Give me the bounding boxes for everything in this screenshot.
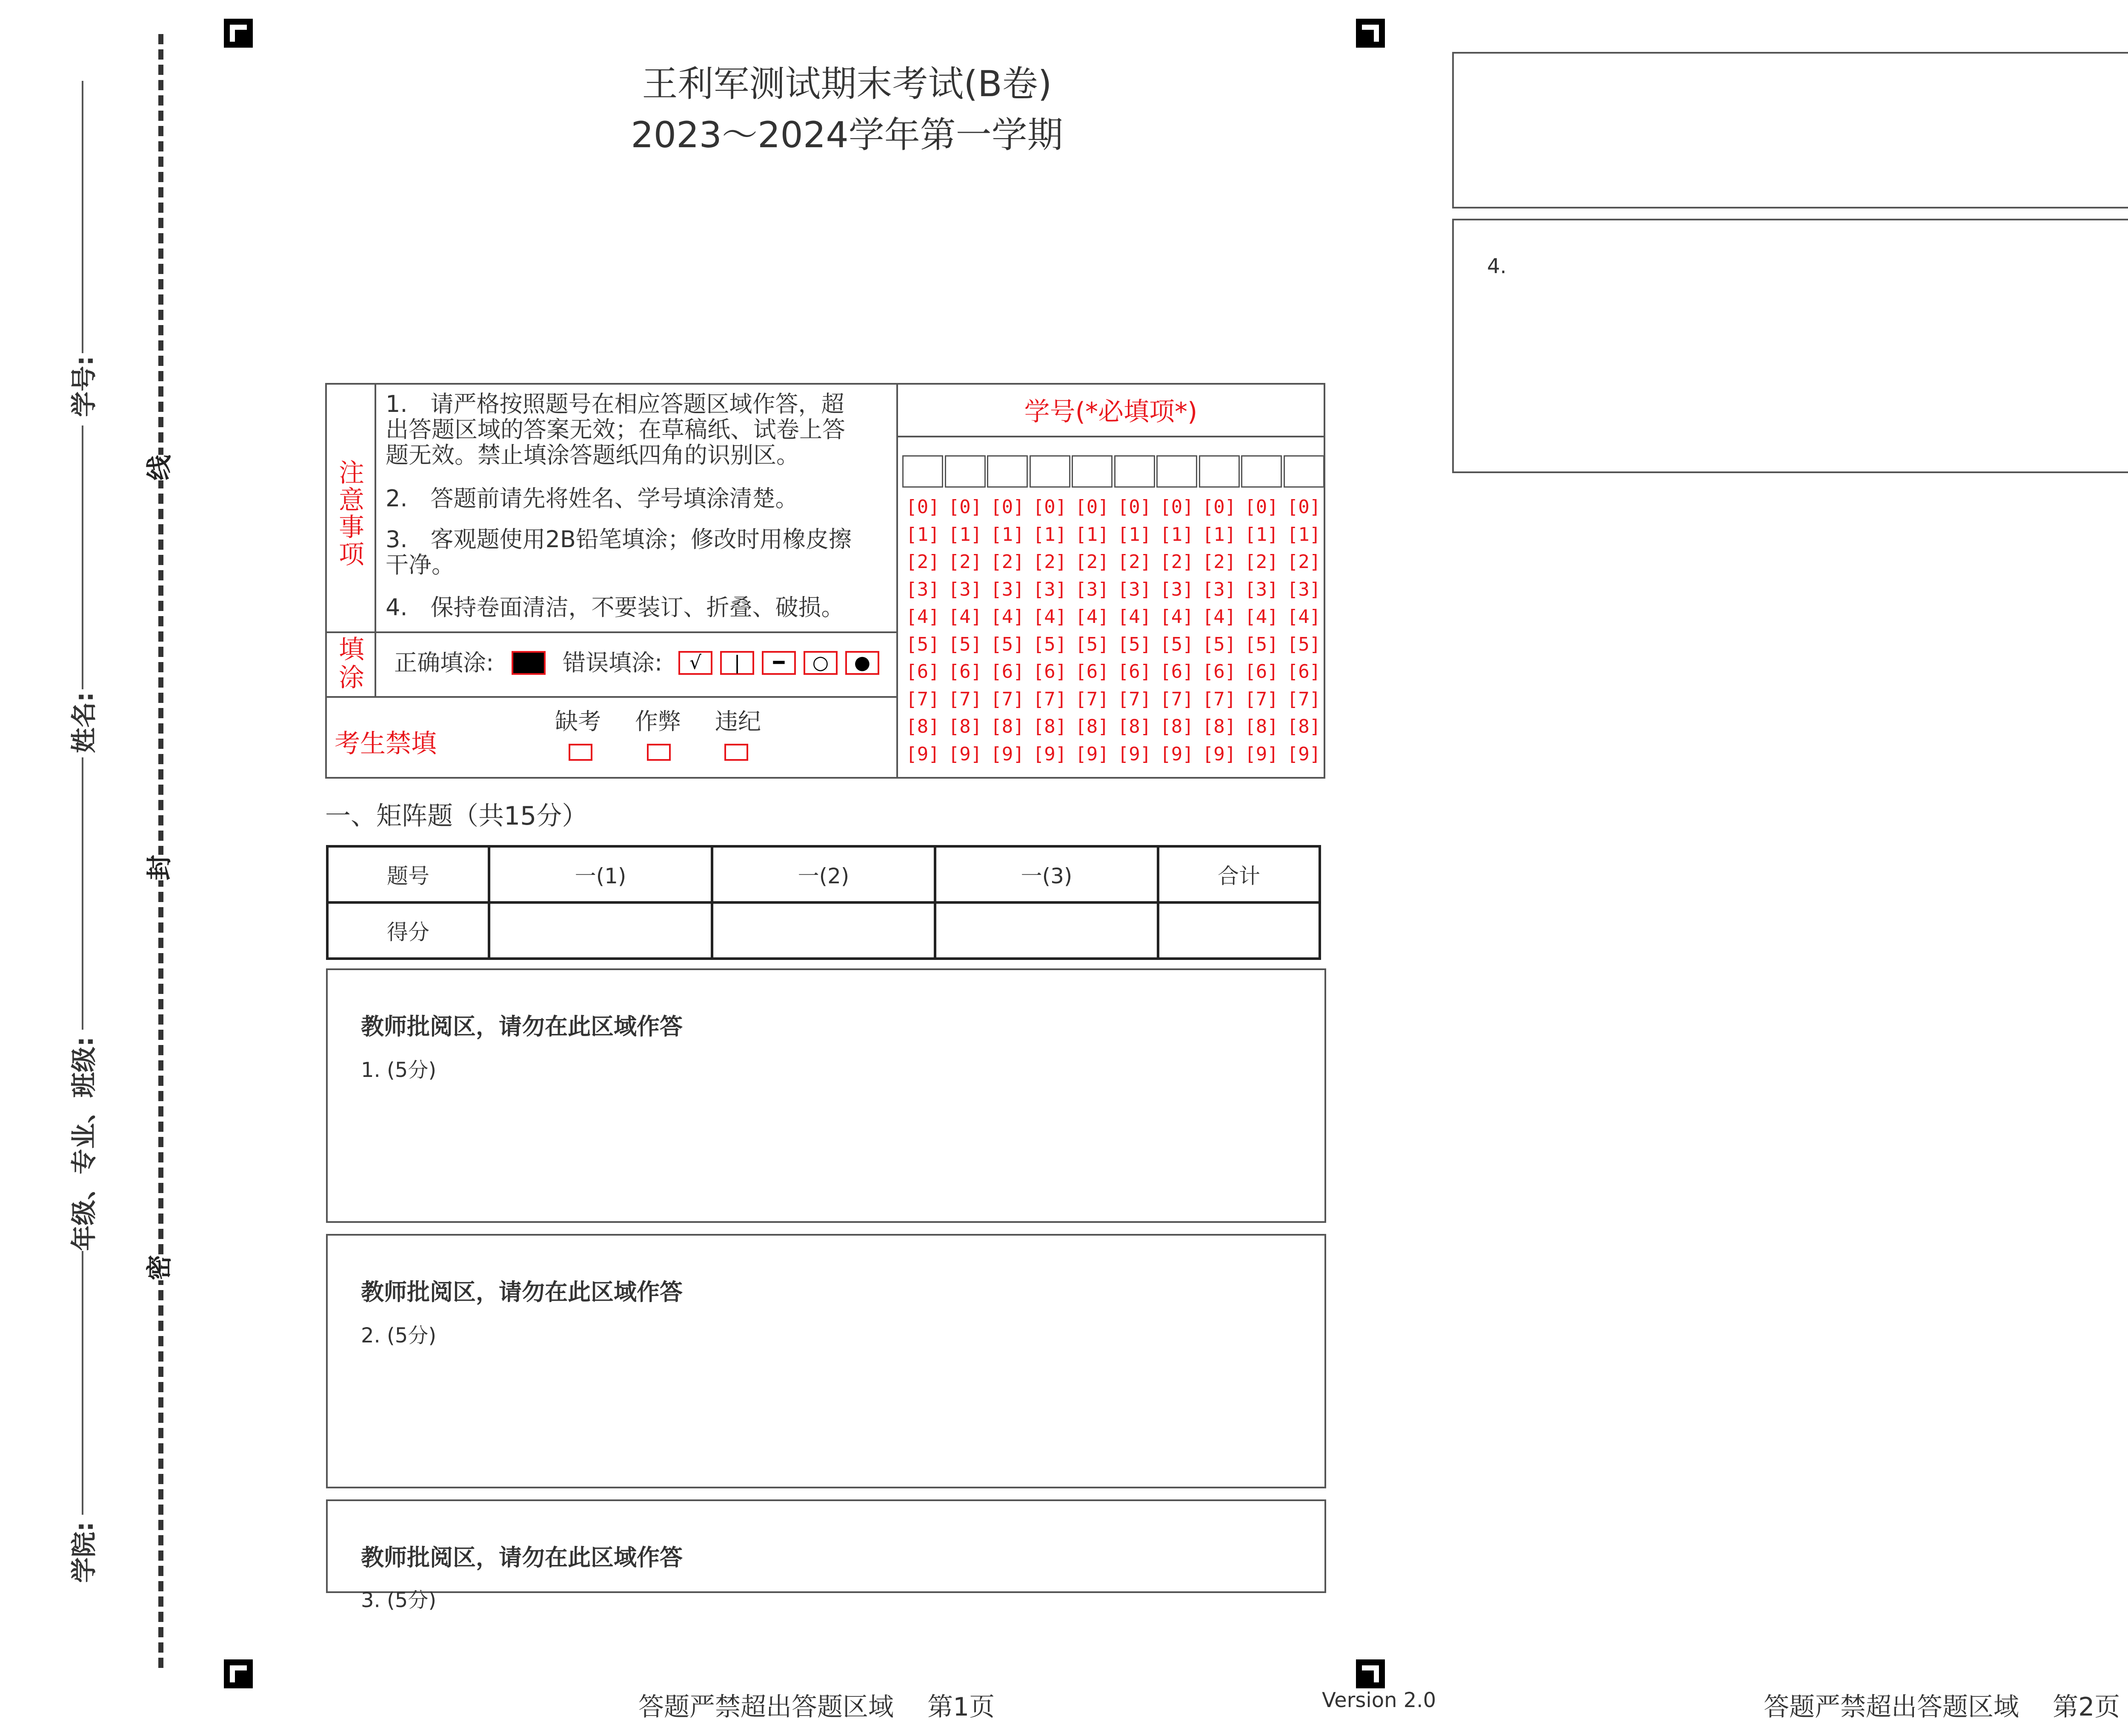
student-id-bubble[interactable]: [4] — [906, 606, 940, 628]
student-id-bubble[interactable]: [5] — [1287, 633, 1321, 655]
score-header-total: 合计 — [1158, 846, 1320, 902]
class-label: 年级、专业、班级: — [69, 1036, 99, 1251]
student-id-cell-8[interactable] — [1199, 455, 1240, 488]
student-id-cell-5[interactable] — [1072, 455, 1113, 488]
notice-divider-fill — [325, 631, 897, 633]
student-id-digit-column-5[interactable] — [1071, 494, 1113, 768]
student-id-bubble[interactable]: [5] — [990, 633, 1024, 655]
student-id-bubble[interactable]: [3] — [906, 578, 940, 600]
student-id-bubble[interactable]: [0] — [948, 496, 982, 518]
student-id-rule — [82, 81, 83, 353]
seal-char-line: 线 — [137, 455, 178, 480]
student-id-title-rule — [898, 436, 1325, 437]
student-id-bubble[interactable]: [9] — [1287, 743, 1321, 765]
notice-label: 注意事项 — [339, 458, 364, 570]
student-id-bubble[interactable]: [4] — [1244, 606, 1279, 628]
student-id-bubble[interactable]: [7] — [1117, 688, 1152, 710]
exam-title: 王利军测试期末考试(B卷) — [642, 63, 1052, 105]
answer-box-2[interactable] — [326, 1234, 1326, 1488]
student-id-bubble[interactable]: [7] — [1075, 688, 1109, 710]
binding-dashed-line — [158, 34, 163, 1668]
student-id-bubble[interactable]: [7] — [1202, 688, 1236, 710]
answer-box-1-teacher-note: 教师批阅区，请勿在此区域作答 — [361, 1013, 683, 1040]
student-id-bubble[interactable]: [7] — [906, 688, 940, 710]
student-id-bubble[interactable]: [9] — [1075, 743, 1109, 765]
student-id-bubble[interactable]: [5] — [1244, 633, 1279, 655]
student-id-bubble[interactable]: [4] — [990, 606, 1024, 628]
forbidden-option-cheat: 作弊 — [635, 708, 681, 735]
student-id-bubble[interactable]: [0] — [1287, 496, 1321, 518]
score-header-q1: 一(1) — [489, 846, 712, 902]
forbidden-option-violation: 违纪 — [715, 708, 761, 735]
student-id-cell-1[interactable] — [902, 455, 943, 488]
score-header-q3: 一(3) — [935, 846, 1158, 902]
section1-heading: 一、矩阵题（共15分） — [325, 801, 588, 831]
corner-marker-bottom-left — [224, 1659, 253, 1688]
student-id-bubble[interactable]: [6] — [1117, 661, 1152, 682]
student-id-bubble[interactable]: [0] — [1033, 496, 1067, 518]
student-id-digit-column-7[interactable] — [1156, 494, 1198, 768]
student-id-bubble[interactable]: [2] — [1244, 551, 1279, 573]
score-cell-q1[interactable] — [489, 902, 712, 959]
student-id-bubble[interactable]: [5] — [1160, 633, 1194, 655]
student-id-bubble[interactable]: [4] — [1202, 606, 1236, 628]
seal-char-mi: 密 — [137, 1255, 178, 1280]
student-id-bubble[interactable]: [7] — [1160, 688, 1194, 710]
student-id-bubble[interactable]: [8] — [1160, 716, 1194, 737]
student-id-bubble[interactable]: [6] — [990, 661, 1024, 682]
student-id-bubble[interactable]: [9] — [990, 743, 1024, 765]
notice-divider-id — [896, 383, 898, 779]
notice-item-3: 3. 客观题使用2B铅笔填涂；修改时用橡皮擦干净。 — [386, 526, 852, 578]
footer-page1: 答题严禁超出答题区域 第1页 — [638, 1692, 995, 1722]
student-id-bubble[interactable]: [4] — [1075, 606, 1109, 628]
fill-wrong-label: 错误填涂: — [563, 649, 663, 676]
student-id-bubble[interactable]: [2] — [1202, 551, 1236, 573]
student-id-bubble[interactable]: [6] — [1033, 661, 1067, 682]
footer-page2: 答题严禁超出答题区域 第2页 — [1764, 1692, 2120, 1722]
student-id-bubble[interactable]: [6] — [906, 661, 940, 682]
student-id-bubble[interactable]: [0] — [1202, 496, 1236, 518]
student-id-cell-7[interactable] — [1156, 455, 1197, 488]
score-header-qno: 题号 — [327, 846, 489, 902]
footer-version: Version 2.0 — [1322, 1688, 1436, 1712]
student-id-digit-column-4[interactable] — [1029, 494, 1071, 768]
student-id-bubble[interactable]: [3] — [1287, 578, 1321, 600]
answer-box-3-question: 3. (5分) — [361, 1588, 437, 1612]
fill-wrong-sample-5: ● — [845, 651, 879, 675]
student-id-bubble[interactable]: [0] — [1160, 496, 1194, 518]
notice-item-4: 4. 保持卷面清洁，不要装订、折叠、破损。 — [386, 594, 844, 621]
page2-question4-label: 4. — [1487, 254, 1507, 278]
score-table — [326, 845, 1321, 960]
student-id-bubble[interactable]: [5] — [1075, 633, 1109, 655]
student-id-bubble[interactable]: [0] — [906, 496, 940, 518]
student-id-bubble[interactable]: [7] — [1287, 688, 1321, 710]
corner-marker-top-left — [224, 19, 253, 48]
student-id-bubble[interactable]: [4] — [1033, 606, 1067, 628]
college-label: 学院: — [69, 1522, 99, 1583]
student-id-bubble[interactable]: [2] — [906, 551, 940, 573]
student-id-bubble[interactable]: [5] — [948, 633, 982, 655]
student-id-bubble[interactable]: [3] — [990, 578, 1024, 600]
student-id-digit-column-2[interactable] — [944, 494, 987, 768]
student-id-bubble[interactable]: [1] — [1075, 523, 1109, 545]
student-id-bubble[interactable]: [2] — [1075, 551, 1109, 573]
page2-continued-box[interactable] — [1452, 52, 2128, 208]
student-id-bubble[interactable]: [1] — [906, 523, 940, 545]
student-id-bubble[interactable]: [3] — [1202, 578, 1236, 600]
student-id-cell-4[interactable] — [1030, 455, 1070, 488]
fill-correct-sample — [512, 651, 546, 675]
student-id-bubble[interactable]: [3] — [1160, 578, 1194, 600]
student-id-bubble[interactable]: [9] — [1160, 743, 1194, 765]
student-id-digit-column-6[interactable] — [1113, 494, 1156, 768]
fill-label: 填涂 — [339, 635, 364, 693]
student-id-bubble[interactable]: [0] — [1117, 496, 1152, 518]
student-id-bubble[interactable]: [1] — [990, 523, 1024, 545]
corner-marker-bottom-center — [1356, 1659, 1385, 1688]
student-id-bubble[interactable]: [8] — [948, 716, 982, 737]
student-id-bubble[interactable]: [3] — [1244, 578, 1279, 600]
page2-question4-box[interactable] — [1452, 219, 2128, 473]
student-id-bubble[interactable]: [3] — [1033, 578, 1067, 600]
student-id-bubble[interactable]: [4] — [1117, 606, 1152, 628]
answer-box-1-question: 1. (5分) — [361, 1058, 437, 1082]
student-id-bubble[interactable]: [8] — [1287, 716, 1321, 737]
student-id-bubble[interactable]: [8] — [1033, 716, 1067, 737]
student-id-bubble[interactable]: [1] — [1033, 523, 1067, 545]
student-id-bubble[interactable]: [4] — [1160, 606, 1194, 628]
student-id-label: 学号: — [69, 356, 99, 417]
student-id-bubble[interactable]: [2] — [948, 551, 982, 573]
student-id-bubble[interactable]: [6] — [1160, 661, 1194, 682]
score-row-label: 得分 — [327, 902, 489, 959]
student-id-bubble[interactable]: [0] — [990, 496, 1024, 518]
student-id-bubble[interactable]: [9] — [1117, 743, 1152, 765]
student-id-bubble[interactable]: [6] — [1287, 661, 1321, 682]
student-id-bubble[interactable]: [7] — [1033, 688, 1067, 710]
student-id-bubble[interactable]: [3] — [1075, 578, 1109, 600]
student-id-bubble[interactable]: [8] — [906, 716, 940, 737]
score-header-q2: 一(2) — [712, 846, 935, 902]
student-id-bubble[interactable]: [0] — [1075, 496, 1109, 518]
student-id-bubble[interactable]: [5] — [1117, 633, 1152, 655]
student-id-bubble[interactable]: [9] — [1244, 743, 1279, 765]
name-label: 姓名: — [69, 692, 99, 753]
seal-char-seal: 封 — [137, 855, 178, 880]
fill-wrong-sample-4: ○ — [804, 651, 838, 675]
student-id-bubble[interactable]: [8] — [990, 716, 1024, 737]
corner-marker-top-center — [1356, 19, 1385, 48]
score-cell-total[interactable] — [1158, 902, 1320, 959]
student-id-bubble[interactable]: [5] — [906, 633, 940, 655]
college-rule — [82, 1251, 83, 1515]
student-id-digit-column-10[interactable] — [1283, 494, 1325, 768]
student-id-bubble[interactable]: [6] — [1202, 661, 1236, 682]
student-id-bubble[interactable]: [9] — [1202, 743, 1236, 765]
student-id-bubble[interactable]: [5] — [1033, 633, 1067, 655]
student-id-bubble[interactable]: [8] — [1117, 716, 1152, 737]
student-id-digit-column-8[interactable] — [1198, 494, 1241, 768]
student-id-bubble[interactable]: [8] — [1075, 716, 1109, 737]
student-id-bubble[interactable]: [2] — [1160, 551, 1194, 573]
student-id-bubble[interactable]: [9] — [948, 743, 982, 765]
name-rule — [82, 425, 83, 689]
student-id-bubble[interactable]: [4] — [948, 606, 982, 628]
student-id-bubble[interactable]: [2] — [1287, 551, 1321, 573]
student-id-bubble[interactable]: [2] — [990, 551, 1024, 573]
exam-term: 2023～2024学年第一学期 — [631, 114, 1063, 156]
notice-item-1: 1. 请严格按照题号在相应答题区域作答，超出答题区域的答案无效；在草稿纸、试卷上答题无效。禁止填涂答题纸四角的识别区。 — [386, 391, 845, 468]
student-id-cell-9[interactable] — [1241, 455, 1282, 488]
student-id-bubble[interactable]: [6] — [1244, 661, 1279, 682]
notice-divider-forbidden — [325, 696, 897, 698]
student-id-bubble[interactable]: [0] — [1244, 496, 1279, 518]
student-id-bubble[interactable]: [7] — [990, 688, 1024, 710]
student-id-bubble[interactable]: [4] — [1287, 606, 1321, 628]
fill-wrong-sample-2: | — [720, 651, 754, 675]
forbidden-checkbox-violation[interactable] — [724, 744, 748, 761]
student-id-bubble[interactable]: [9] — [1033, 743, 1067, 765]
student-id-digit-column-3[interactable] — [986, 494, 1029, 768]
forbidden-option-absent: 缺考 — [555, 708, 601, 735]
answer-box-3-teacher-note: 教师批阅区，请勿在此区域作答 — [361, 1544, 683, 1571]
student-id-cell-3[interactable] — [987, 455, 1028, 488]
score-cell-q3[interactable] — [935, 902, 1158, 959]
student-id-bubble[interactable]: [1] — [1244, 523, 1279, 545]
student-id-bubble[interactable]: [9] — [906, 743, 940, 765]
student-id-bubble[interactable]: [1] — [1117, 523, 1152, 545]
student-id-bubble[interactable]: [3] — [948, 578, 982, 600]
answer-box-2-question: 2. (5分) — [361, 1324, 437, 1348]
student-id-bubble[interactable]: [2] — [1117, 551, 1152, 573]
class-rule — [82, 757, 83, 1030]
student-id-digit-column-9[interactable] — [1240, 494, 1283, 768]
student-id-bubble[interactable]: [2] — [1033, 551, 1067, 573]
student-id-bubble[interactable]: [1] — [1287, 523, 1321, 545]
answer-box-1[interactable] — [326, 968, 1326, 1223]
student-id-bubble[interactable]: [8] — [1202, 716, 1236, 737]
score-cell-q2[interactable] — [712, 902, 935, 959]
student-id-digit-column-1[interactable] — [901, 494, 944, 768]
student-id-bubble[interactable]: [5] — [1202, 633, 1236, 655]
student-id-bubble[interactable]: [6] — [1075, 661, 1109, 682]
student-id-cell-6[interactable] — [1114, 455, 1155, 488]
notice-item-2: 2. 答题前请先将姓名、学号填涂清楚。 — [386, 485, 798, 512]
fill-wrong-sample-3: ━ — [762, 651, 796, 675]
student-id-bubble[interactable]: [1] — [1202, 523, 1236, 545]
forbidden-checkbox-cheat[interactable] — [647, 744, 671, 761]
student-id-cell-10[interactable] — [1284, 455, 1324, 488]
notice-divider-vertical — [375, 383, 376, 697]
forbidden-checkbox-absent[interactable] — [569, 744, 592, 761]
student-id-bubble[interactable]: [3] — [1117, 578, 1152, 600]
student-id-bubble[interactable]: [8] — [1244, 716, 1279, 737]
fill-correct-label: 正确填涂: — [394, 649, 494, 676]
student-id-cell-2[interactable] — [945, 455, 986, 488]
student-id-bubble[interactable]: [1] — [948, 523, 982, 545]
student-id-bubble[interactable]: [1] — [1160, 523, 1194, 545]
student-id-title: 学号(*必填项*) — [1024, 397, 1198, 427]
student-id-bubble[interactable]: [7] — [948, 688, 982, 710]
forbidden-label: 考生禁填 — [335, 729, 437, 759]
answer-box-2-teacher-note: 教师批阅区，请勿在此区域作答 — [361, 1279, 683, 1305]
fill-wrong-sample-1: √ — [678, 651, 712, 675]
student-id-bubble[interactable]: [6] — [948, 661, 982, 682]
student-id-bubble[interactable]: [7] — [1244, 688, 1279, 710]
